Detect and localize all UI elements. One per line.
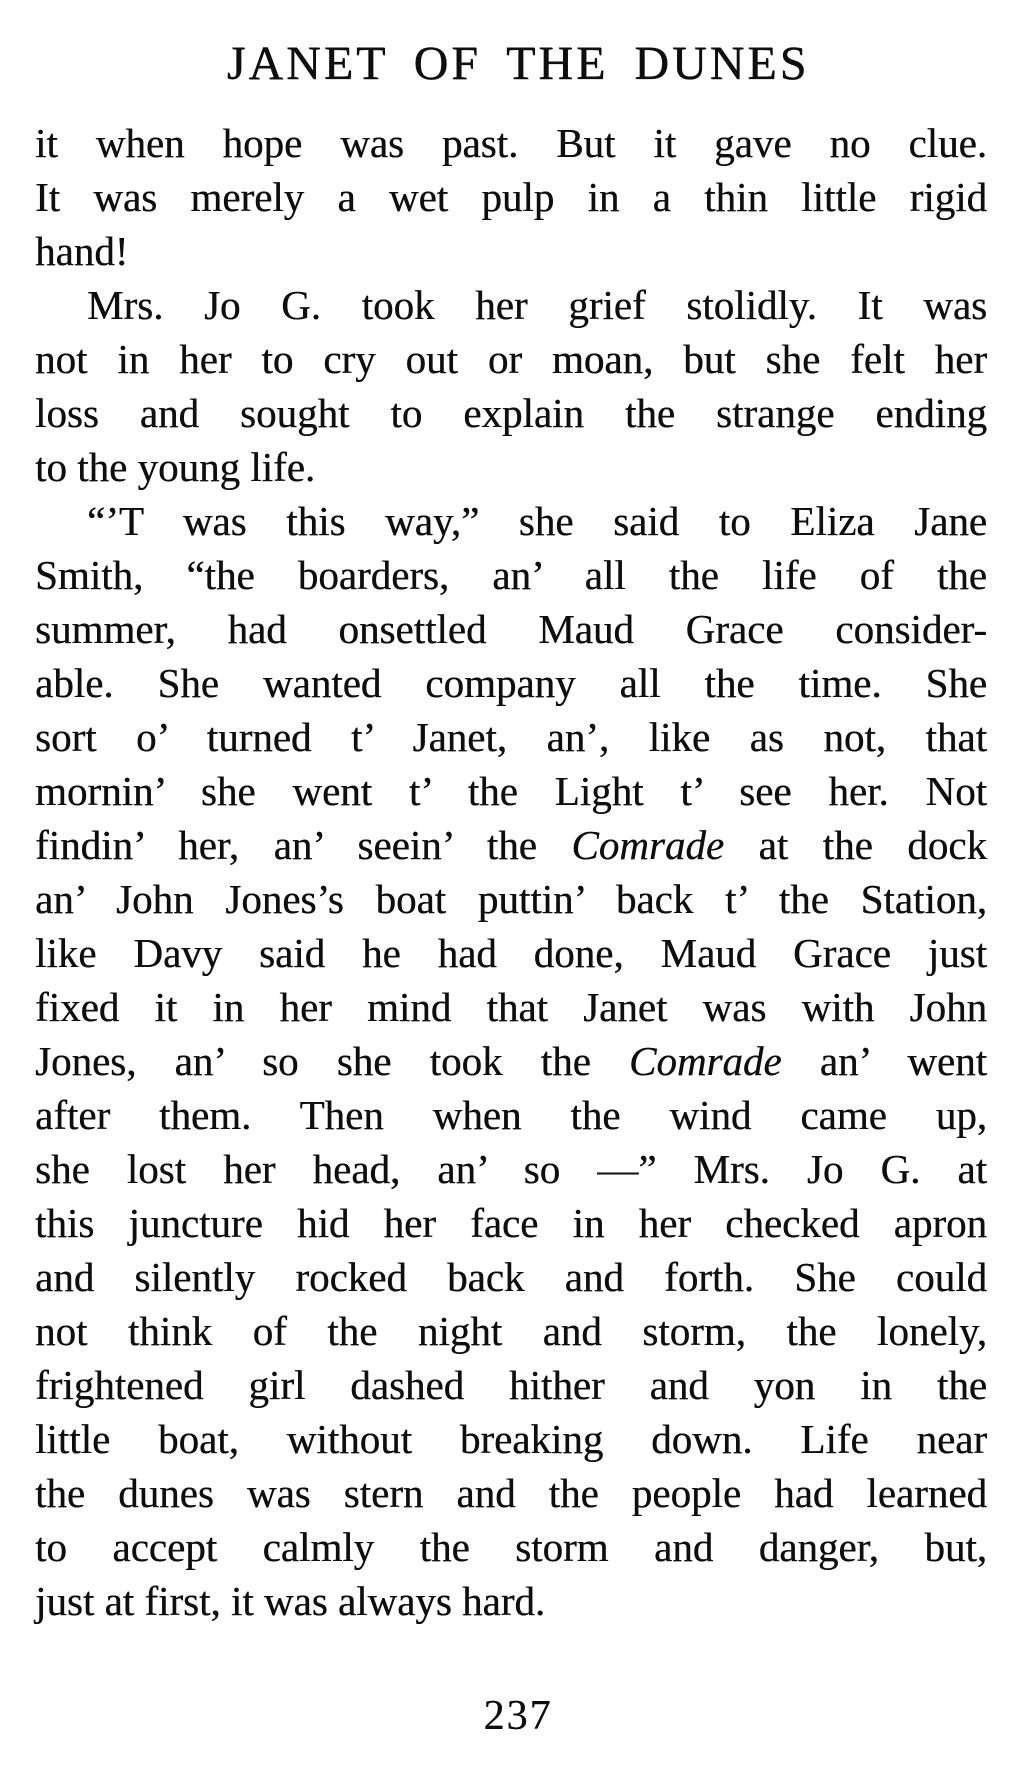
body-text [35,116,987,1628]
italic-text: Comrade [571,822,725,868]
text-line: like Davy said he had done, Maud Grace just [35,930,987,976]
text-line: fixed it in her mind that Janet was with John [35,984,987,1030]
text-line: to accept calmly the storm and danger, but, [35,1524,987,1570]
italic-text: Comrade [628,1038,782,1084]
text-line: It was merely a wet pulp in a thin little rigid [35,174,987,220]
text-line: not in her to cry out or moan, but she felt her [35,336,987,382]
text-line: not think of the night and storm, the lonely, [35,1308,987,1354]
text-line: “’T was this way,” she said to Eliza Jane [87,498,987,544]
text-line: the dunes was stern and the people had learned [35,1470,987,1516]
text-line: mornin’ she went t’ the Light t’ see her. Not [35,768,987,814]
text-line: frightened girl dashed hither and yon in the [35,1362,987,1408]
text-line: little boat, without breaking down. Life near [35,1416,987,1462]
text-line: summer, had onsettled Maud Grace consider- [35,606,987,652]
text-line: findin’ her, an’ seein’ the Comrade at the dock [35,822,987,868]
text-line: and silently rocked back and forth. She could [35,1254,987,1300]
text-line: after them. Then when the wind came up, [35,1092,987,1138]
text-line: it when hope was past. But it gave no clue. [35,120,987,166]
text-line: Jones, an’ so she took the Comrade an’ went [35,1038,987,1084]
running-head: JANET OF THE DUNES [226,37,810,90]
text-line: hand! [35,228,129,274]
text-line: an’ John Jones’s boat puttin’ back t’ the Station, [35,876,987,922]
text-line: this juncture hid her face in her checked apron [35,1200,987,1246]
text-line: Mrs. Jo G. took her grief stolidly. It was [87,282,987,328]
text-line: to the young life. [35,444,316,490]
text-line: able. She wanted company all the time. She [35,660,987,706]
text-line: loss and sought to explain the strange ending [35,390,987,436]
page-number: 237 [483,1693,553,1739]
text-line: she lost her head, an’ so —” Mrs. Jo G. at [35,1146,987,1192]
text-line: just at first, it was always hard. [35,1578,546,1624]
text-line: sort o’ turned t’ Janet, an’, like as not, that [35,714,987,760]
text-line: Smith, “the boarders, an’ all the life of the [35,552,987,598]
